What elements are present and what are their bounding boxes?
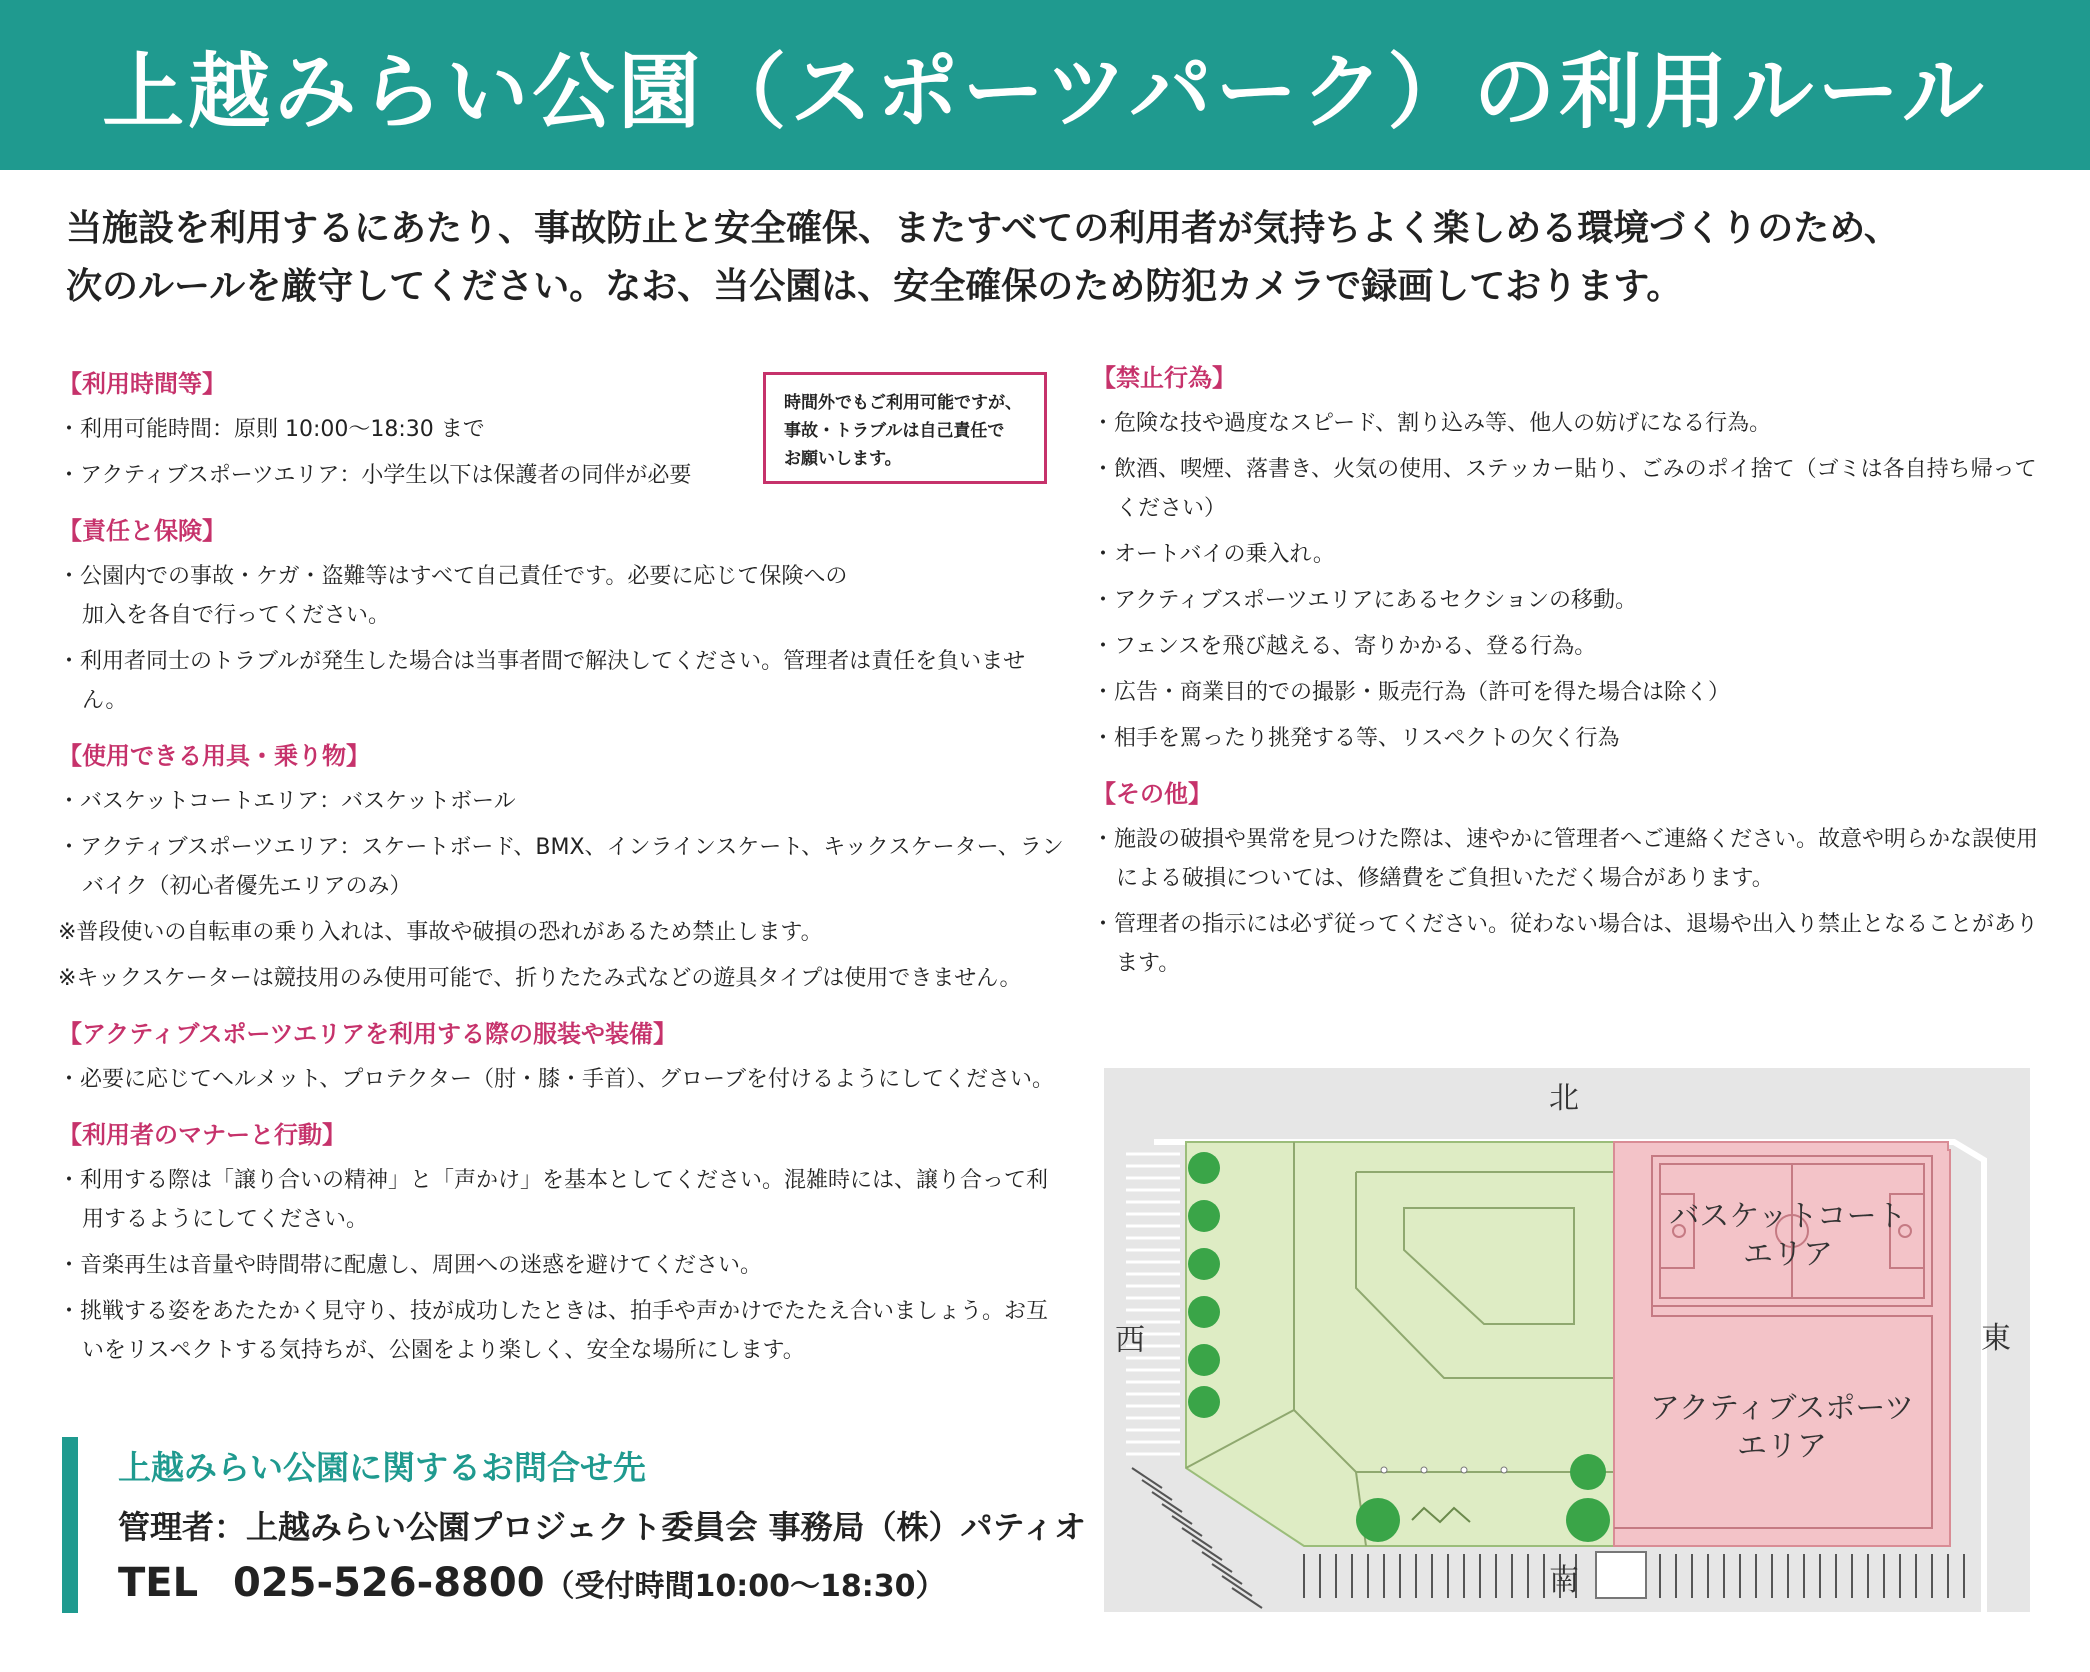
compass-west: 西: [1115, 1323, 1145, 1358]
section-title: 【使用できる用具・乗り物】: [58, 742, 370, 770]
tree-icon: [1188, 1296, 1220, 1328]
list-item: ・必要に応じてヘルメット、プロテクター（肘・膝・手首）、グローブを付けるようにしてください。: [58, 1067, 1054, 1092]
list-item: ・バスケットコートエリア：バスケットボール: [58, 789, 516, 814]
list-item: ・相手を罵ったり挑発する等、リスペクトの欠く行為: [1092, 726, 1620, 751]
section-title: 【利用時間等】: [58, 370, 226, 398]
tree-icon: [1356, 1498, 1400, 1542]
left-column: [58, 366, 1068, 1388]
compass-north: 北: [1549, 1081, 1579, 1116]
basketball-area-label-2: エリア: [1743, 1237, 1833, 1272]
tree-icon: [1188, 1248, 1220, 1280]
crosswalk-south: [1596, 1552, 1646, 1598]
list-item: ・管理者の指示には必ず従ってください。従わない場合は、退場や出入り禁止となることがあります。: [1092, 912, 2039, 976]
section-equipment: [58, 738, 1068, 998]
basketball-area-label-1: バスケットコート: [1669, 1199, 1907, 1234]
list-item: ・広告・商業目的での撮影・販売行為（許可を得た場合は除く）: [1092, 680, 1731, 705]
tree-icon: [1188, 1200, 1220, 1232]
section-title: 【責任と保険】: [58, 517, 226, 545]
callout-line-1: 時間外でもご利用可能ですが、: [784, 393, 1022, 413]
tel-number[interactable]: 025-526-8800: [233, 1560, 545, 1606]
tree-icon: [1188, 1386, 1220, 1418]
page-title: 上越みらい公園（スポーツパーク）の利用ルール: [102, 44, 1988, 140]
list-item: ・公園内での事故・ケガ・盗難等はすべて自己責任です。必要に応じて保険への加入を各自で行ってください。: [58, 564, 848, 628]
compass-east: 東: [1981, 1321, 2011, 1356]
section-title: 【禁止行為】: [1092, 364, 1236, 392]
compass-south: 南: [1549, 1563, 1579, 1598]
section-responsibility: [58, 513, 1068, 720]
section-title: 【アクティブスポーツエリアを利用する際の服装や装備】: [58, 1020, 677, 1048]
park-map: [1104, 1068, 2030, 1612]
note-item: ※キックスケーターは競技用のみ使用可能で、折りたたみ式などの遊具タイプは使用できません。: [58, 966, 1022, 991]
tel-hours: （受付時間10:00〜18:30）: [544, 1569, 946, 1604]
list-item: ・飲酒、喫煙、落書き、火気の使用、ステッカー貼り、ごみのポイ捨て（ゴミは各自持ち帰ってください）: [1092, 457, 2037, 521]
list-item: ・危険な技や過度なスピード、割り込み等、他人の妨げになる行為。: [1092, 411, 1772, 436]
list-item: ・アクティブスポーツエリア：スケートボード、BMX、インラインスケート、キックスケーター、ランバイク（初心者優先エリアのみ）: [58, 835, 1064, 899]
section-title: 【その他】: [1092, 780, 1212, 808]
tree-icon: [1188, 1344, 1220, 1376]
note-item: ※普段使いの自転車の乗り入れは、事故や破損の恐れがあるため禁止します。: [58, 920, 823, 945]
section-title: 【利用者のマナーと行動】: [58, 1121, 346, 1149]
tree-icon: [1570, 1454, 1606, 1490]
intro-line-2: 次のルールを厳守してください。なお、当公園は、安全確保のため防犯カメラで録画しております。: [66, 266, 1683, 307]
contact-tel-row: [118, 1559, 1062, 1615]
tree-icon: [1188, 1152, 1220, 1184]
grass-area: [1186, 1142, 1614, 1546]
list-item: ・オートバイの乗入れ。: [1092, 542, 1335, 567]
list-item: ・施設の破損や異常を見つけた際は、速やかに管理者へご連絡ください。故意や明らかな誤使用による破損については、修繕費をご負担いただく場合があります。: [1092, 827, 2039, 891]
contact-title: 上越みらい公園に関するお問合せ先: [118, 1448, 646, 1487]
header-banner: [0, 0, 2090, 170]
intro-line-1: 当施設を利用するにあたり、事故防止と安全確保、またすべての利用者が気持ちよく楽しめる環境づくりのため、: [66, 208, 1900, 249]
tel-label: TEL: [118, 1560, 199, 1606]
section-manners: [58, 1117, 1068, 1370]
list-item: ・アクティブスポーツエリア：小学生以下は保護者の同伴が必要: [58, 463, 692, 488]
list-item: ・音楽再生は音量や時間帯に配慮し、周囲への迷惑を避けてください。: [58, 1253, 763, 1278]
right-column: [1092, 360, 2052, 1001]
callout-line-3: お願いします。: [784, 449, 902, 469]
hours-callout-box: [763, 372, 1047, 484]
contact-block: [62, 1437, 1086, 1613]
list-item: ・利用者同士のトラブルが発生した場合は当事者間で解決してください。管理者は責任を負いません。: [58, 649, 1026, 713]
park-map-svg: [1104, 1068, 2030, 1612]
active-area-label-1: アクティブスポーツ: [1649, 1391, 1915, 1426]
section-prohibited: [1092, 360, 2052, 758]
section-other: [1092, 776, 2052, 983]
contact-manager: 管理者：上越みらい公園プロジェクト委員会 事務局（株）パティオ: [118, 1508, 1086, 1546]
list-item: ・利用する際は「譲り合いの精神」と「声かけ」を基本としてください。混雑時には、譲り合って利用するようにしてください。: [58, 1168, 1049, 1232]
list-item: ・挑戦する姿をあたたかく見守り、技が成功したときは、拍手や声かけでたたえ合いましょう。お互いをリスペクトする気持ちが、公園をより楽しく、安全な場所にします。: [58, 1299, 1049, 1363]
list-item: ・フェンスを飛び越える、寄りかかる、登る行為。: [1092, 634, 1597, 659]
list-item: ・利用可能時間：原則 10:00〜18:30 まで: [58, 417, 485, 442]
callout-line-2: 事故・トラブルは自己責任で: [784, 421, 1005, 441]
intro-text: [66, 200, 2026, 316]
section-gear: [58, 1016, 1068, 1099]
active-area-label-2: エリア: [1737, 1429, 1827, 1464]
tree-icon: [1566, 1498, 1610, 1542]
list-item: ・アクティブスポーツエリアにあるセクションの移動。: [1092, 588, 1637, 613]
